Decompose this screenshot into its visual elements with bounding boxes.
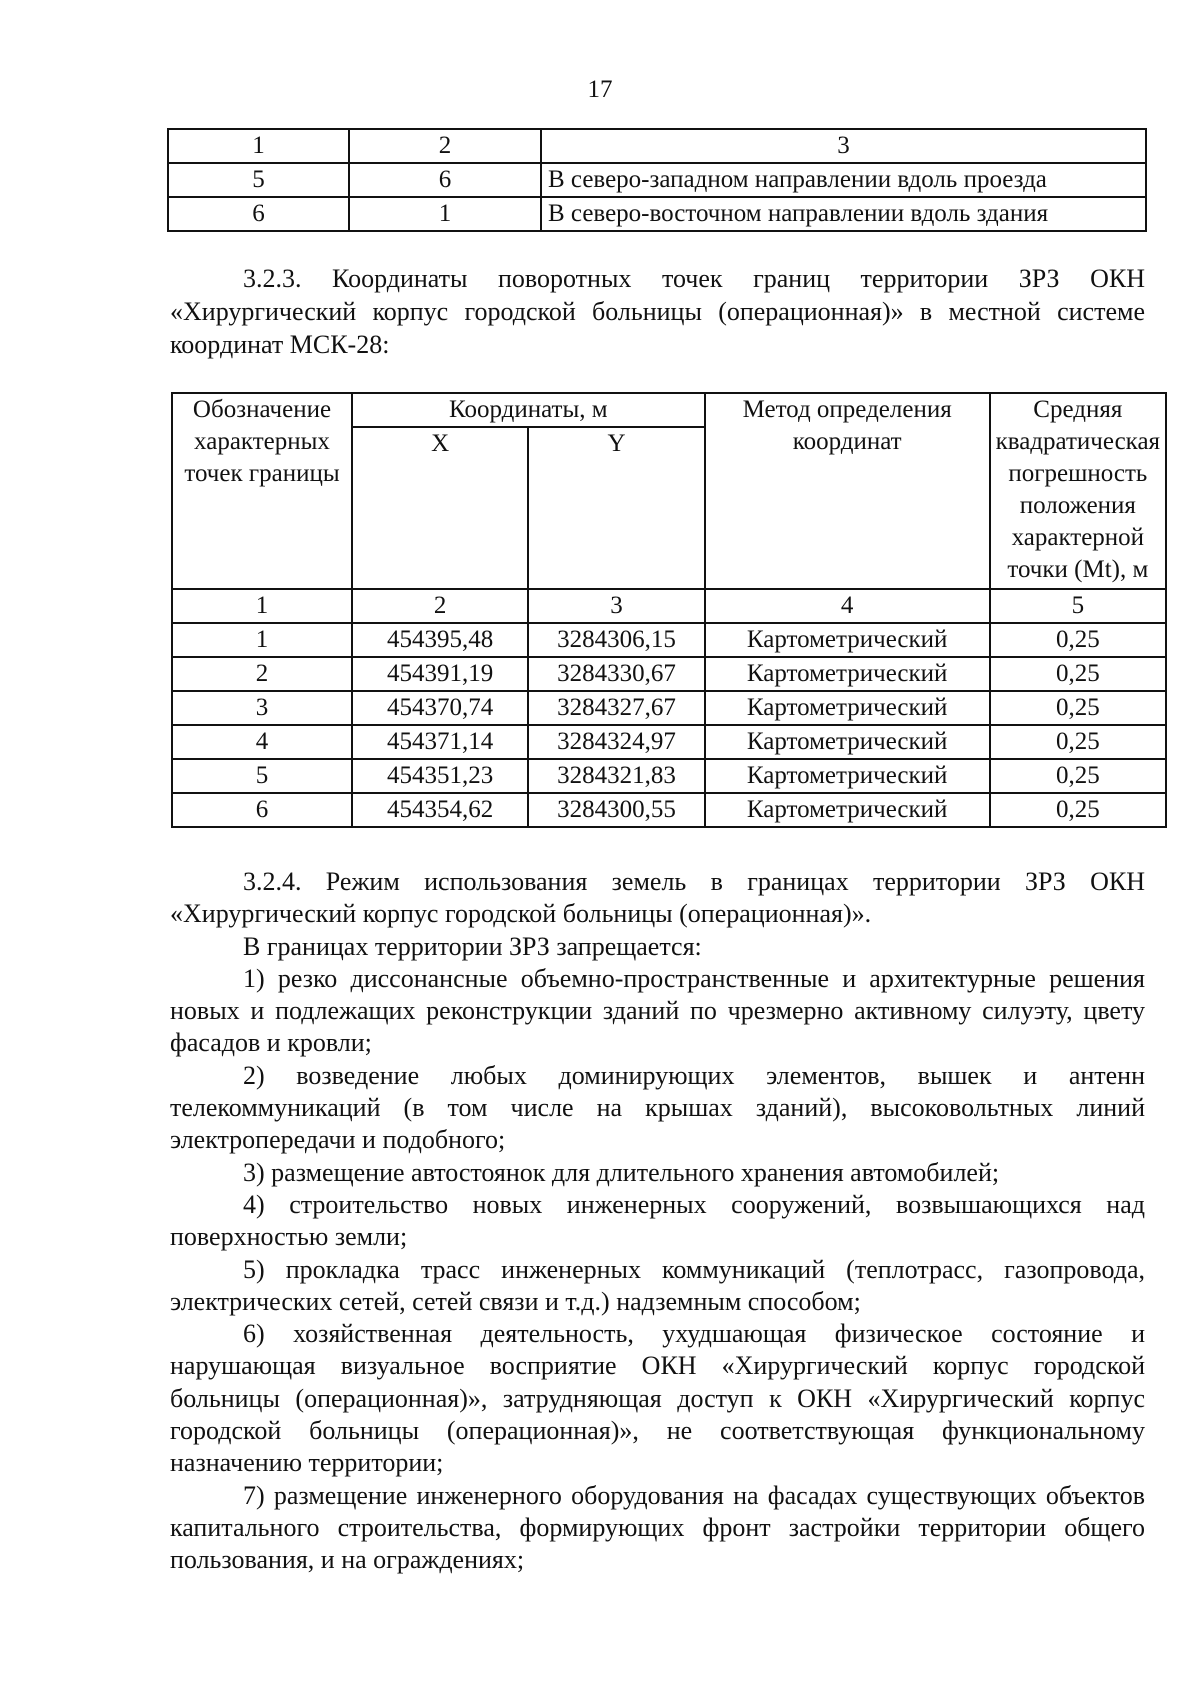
table-row xyxy=(172,725,1166,759)
table-cell: 454391,19 xyxy=(352,657,528,691)
section-3-2-3-paragraph: 3.2.3. Координаты поворотных точек границ территории ЗРЗ ОКН «Хирургический корпус городской больницы (операционная)» в местной системе координат МСК-28: xyxy=(170,264,1145,359)
table-cell: 0,25 xyxy=(990,759,1166,793)
table-row xyxy=(172,623,1166,657)
table-row xyxy=(168,197,1146,231)
page-number: 17 xyxy=(587,76,613,103)
table-cell: 3 xyxy=(541,129,1146,163)
table-cell: 454351,23 xyxy=(352,759,528,793)
header-y: Y xyxy=(528,427,704,589)
table-row xyxy=(172,793,1166,827)
table-row xyxy=(172,691,1166,725)
table-cell: 3284330,67 xyxy=(528,657,704,691)
table-cell: 6 xyxy=(172,793,352,827)
table-cell: 5 xyxy=(172,759,352,793)
table-cell: 3284324,97 xyxy=(528,725,704,759)
section-3-2-4-heading: 3.2.4. Режим использования земель в границах территории ЗРЗ ОКН «Хирургический корпус городской больницы (операционная)». xyxy=(170,867,1145,929)
table-header-row xyxy=(172,393,1166,427)
table-row xyxy=(172,759,1166,793)
table-cell: 0,25 xyxy=(990,657,1166,691)
table-cell: 4 xyxy=(705,589,990,623)
table-cell: 0,25 xyxy=(990,725,1166,759)
table-cell: 3284300,55 xyxy=(528,793,704,827)
table-row xyxy=(168,163,1146,197)
table-cell: В северо-западном направлении вдоль проезда xyxy=(541,163,1146,197)
table-cell: 454370,74 xyxy=(352,691,528,725)
list-item: 2) возведение любых доминирующих элементов, вышек и антенн телекоммуникаций (в том числе на крышах зданий), высоковольтных линий электропередачи и подобного; xyxy=(170,1060,1145,1155)
table-cell: 3284306,15 xyxy=(528,623,704,657)
table-cell: Картометрический xyxy=(705,657,990,691)
table-cell: 2 xyxy=(352,589,528,623)
table-cell: 6 xyxy=(168,197,349,231)
header-error: Средняя квадратическая погрешность положения характерной точки (Mt), м xyxy=(990,393,1166,589)
table-cell: 1 xyxy=(172,589,352,623)
list-item: 1) резко диссонансные объемно-пространственные и архитектурные решения новых и подлежащих реконструкции зданий по чрезмерно активному силуэту, цвету фасадов и кровли; xyxy=(170,963,1145,1058)
list-item: 6) хозяйственная деятельность, ухудшающая физическое состояние и нарушающая визуальное восприятие ОКН «Хирургический корпус городской больницы (операционная)», затрудняющая доступ к ОКН «Хирургический корпус городской больницы (операционная)», не соответствующая функциональному назначению территории; xyxy=(170,1319,1145,1478)
header-designation: Обозначение характерных точек границы xyxy=(172,393,352,589)
table-cell: 3 xyxy=(528,589,704,623)
table-cell: 5 xyxy=(990,589,1166,623)
list-item: 5) прокладка трасс инженерных коммуникаций (теплотрасс, газопровода, электрических сетей, сетей связи и т.д.) надземным способом; xyxy=(170,1254,1145,1316)
list-item: 4) строительство новых инженерных сооружений, возвышающихся над поверхностью земли; xyxy=(170,1189,1145,1252)
header-method: Метод определения координат xyxy=(705,393,990,589)
table-cell: 4 xyxy=(172,725,352,759)
table-cell: В северо-восточном направлении вдоль здания xyxy=(541,197,1146,231)
table-cell: 2 xyxy=(172,657,352,691)
table-cell: 454371,14 xyxy=(352,725,528,759)
table-cell: Картометрический xyxy=(705,623,990,657)
table-cell: 0,25 xyxy=(990,623,1166,657)
table-cell: 1 xyxy=(172,623,352,657)
table-row xyxy=(172,657,1166,691)
table-cell: 2 xyxy=(349,129,541,163)
list-item: 7) размещение инженерного оборудования на фасадах существующих объектов капитального строительства, формирующих фронт застройки территории общего пользования, и на ограждениях; xyxy=(170,1480,1145,1575)
table-cell: 6 xyxy=(349,163,541,197)
table-cell: 5 xyxy=(168,163,349,197)
table-cell: Картометрический xyxy=(705,725,990,759)
coordinates-table xyxy=(171,392,1167,828)
table-cell: 1 xyxy=(168,129,349,163)
table-header-row xyxy=(168,129,1146,163)
table-cell: 3284327,67 xyxy=(528,691,704,725)
table-cell: 3 xyxy=(172,691,352,725)
table-cell: Картометрический xyxy=(705,793,990,827)
table-cell: 0,25 xyxy=(990,793,1166,827)
table-cell: Картометрический xyxy=(705,759,990,793)
list-item: 3) размещение автостоянок для длительного хранения автомобилей; xyxy=(243,1157,1000,1187)
header-x: X xyxy=(352,427,528,589)
numbering-row xyxy=(172,589,1166,623)
prohibited-intro: В границах территории ЗРЗ запрещается: xyxy=(243,931,702,961)
table-cell: Картометрический xyxy=(705,691,990,725)
table-cell: 454354,62 xyxy=(352,793,528,827)
header-coordinates: Координаты, м xyxy=(352,393,705,427)
table-cell: 3284321,83 xyxy=(528,759,704,793)
section-3-2-4 xyxy=(170,866,1145,1577)
route-table xyxy=(167,128,1147,232)
table-cell: 1 xyxy=(349,197,541,231)
table-cell: 454395,48 xyxy=(352,623,528,657)
table-cell: 0,25 xyxy=(990,691,1166,725)
